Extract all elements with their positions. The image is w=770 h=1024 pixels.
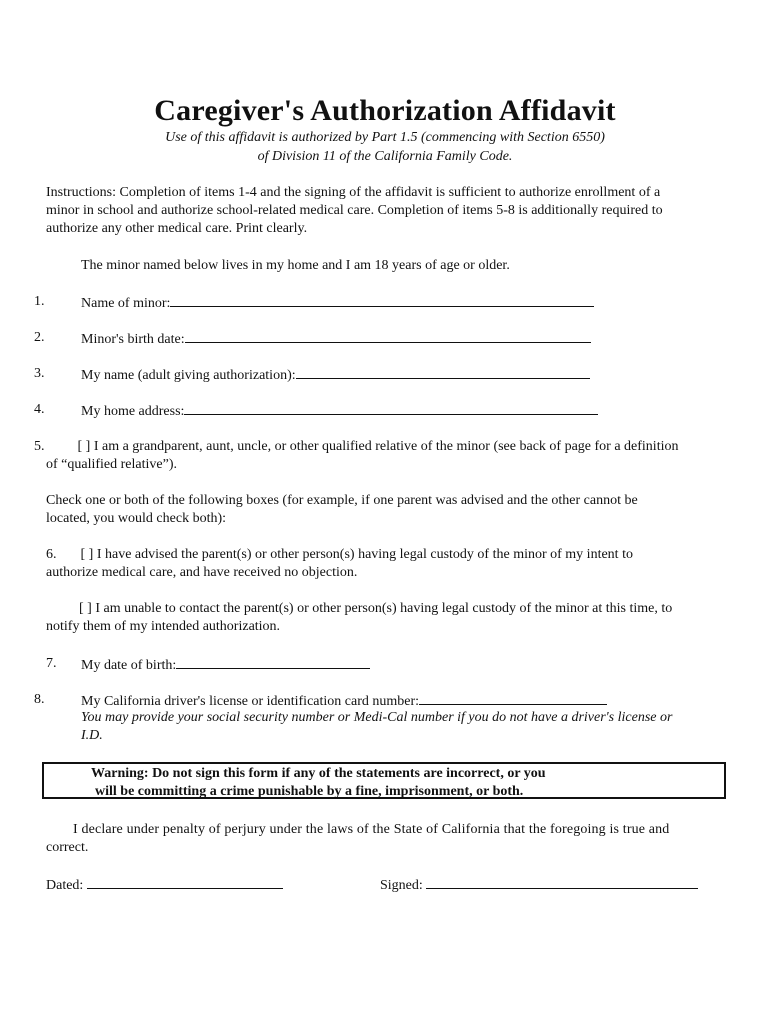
my-birth-date-label: My date of birth: <box>81 658 177 673</box>
item-6b-row <box>79 600 672 618</box>
home-address-field[interactable] <box>184 401 598 415</box>
item-8-number: 8. <box>34 692 45 707</box>
item-2-number: 2. <box>34 330 45 345</box>
item-3-row <box>81 365 590 385</box>
dated-label: Dated: <box>46 878 84 893</box>
minor-birth-date-field[interactable] <box>185 329 591 343</box>
item-6-number: 6. <box>46 547 57 562</box>
advised-parents-checkbox[interactable]: [ ] <box>80 547 94 562</box>
advised-parents-text: I have advised the parent(s) or other person(s) having legal custody of the minor of my intent to <box>96 547 633 562</box>
minor-name-label: Name of minor: <box>81 296 171 311</box>
signed-row <box>380 875 698 895</box>
unable-contact-text-line-2: notify them of my intended authorization. <box>46 619 281 634</box>
document-title: Caregiver's Authorization Affidavit <box>154 94 616 127</box>
declaration-line-1: I declare under penalty of perjury under the laws of the State of California that the foregoing is true and <box>73 822 670 837</box>
declaration-line-2: correct. <box>46 840 89 855</box>
check-note-line-2: located, you would check both): <box>46 511 227 526</box>
item-4-number: 4. <box>34 402 45 417</box>
warning-line-2: will be committing a crime punishable by a fine, imprisonment, or both. <box>95 784 524 799</box>
item-6-row <box>46 546 633 564</box>
item-5-row <box>34 438 678 456</box>
signature-field[interactable] <box>426 875 698 889</box>
item-2-row <box>81 329 591 349</box>
signed-label: Signed: <box>380 878 423 893</box>
item-1-number: 1. <box>34 294 45 309</box>
my-birth-date-field[interactable] <box>176 655 370 669</box>
qualified-relative-text: I am a grandparent, aunt, uncle, or other qualified relative of the minor (see back of page for a definition <box>93 439 679 454</box>
intro-statement: The minor named below lives in my home and I am 18 years of age or older. <box>81 258 510 273</box>
item-8-row <box>81 691 607 711</box>
minor-birth-date-label: Minor's birth date: <box>81 332 185 347</box>
unable-contact-text: I am unable to contact the parent(s) or other person(s) having legal custody of the minor at this time, to <box>95 601 673 616</box>
adult-name-field[interactable] <box>296 365 590 379</box>
home-address-label: My home address: <box>81 404 185 419</box>
unable-contact-checkbox[interactable]: [ ] <box>79 601 92 616</box>
instructions-line-1: Instructions: Completion of items 1-4 and the signing of the affidavit is sufficient to authorize enrollment of a <box>46 185 661 200</box>
item-5-number: 5. <box>34 439 45 454</box>
item-4-row <box>81 401 598 421</box>
license-note-line-1: You may provide your social security number or Medi-Cal number if you do not have a driver's license or <box>81 710 673 725</box>
advised-parents-text-line-2: authorize medical care, and have received no objection. <box>46 565 358 580</box>
qualified-relative-text-line-2: of “qualified relative”). <box>46 457 177 472</box>
subtitle-line-1: Use of this affidavit is authorized by Part 1.5 (commencing with Section 6550) <box>165 130 605 145</box>
instructions-line-3: authorize any other medical care. Print clearly. <box>46 221 308 236</box>
warning-line-1: Warning: Do not sign this form if any of the statements are incorrect, or you <box>91 766 546 781</box>
check-note-line-1: Check one or both of the following boxes (for example, if one parent was advised and the other cannot be <box>46 493 638 508</box>
license-number-label: My California driver's license or identification card number: <box>81 694 420 709</box>
license-number-field[interactable] <box>419 691 607 705</box>
item-1-row <box>81 293 594 313</box>
item-7-number: 7. <box>46 656 57 671</box>
subtitle-line-2: of Division 11 of the California Family Code. <box>257 149 513 164</box>
item-7-row <box>81 655 370 675</box>
adult-name-label: My name (adult giving authorization): <box>81 368 296 383</box>
dated-field[interactable] <box>87 875 283 889</box>
item-3-number: 3. <box>34 366 45 381</box>
dated-row <box>46 875 283 895</box>
minor-name-field[interactable] <box>170 293 594 307</box>
license-note-line-2: I.D. <box>81 728 103 743</box>
instructions-line-2: minor in school and authorize school-related medical care. Completion of items 5-8 is additionally required to <box>46 203 663 218</box>
qualified-relative-checkbox[interactable]: [ ] <box>77 439 91 454</box>
